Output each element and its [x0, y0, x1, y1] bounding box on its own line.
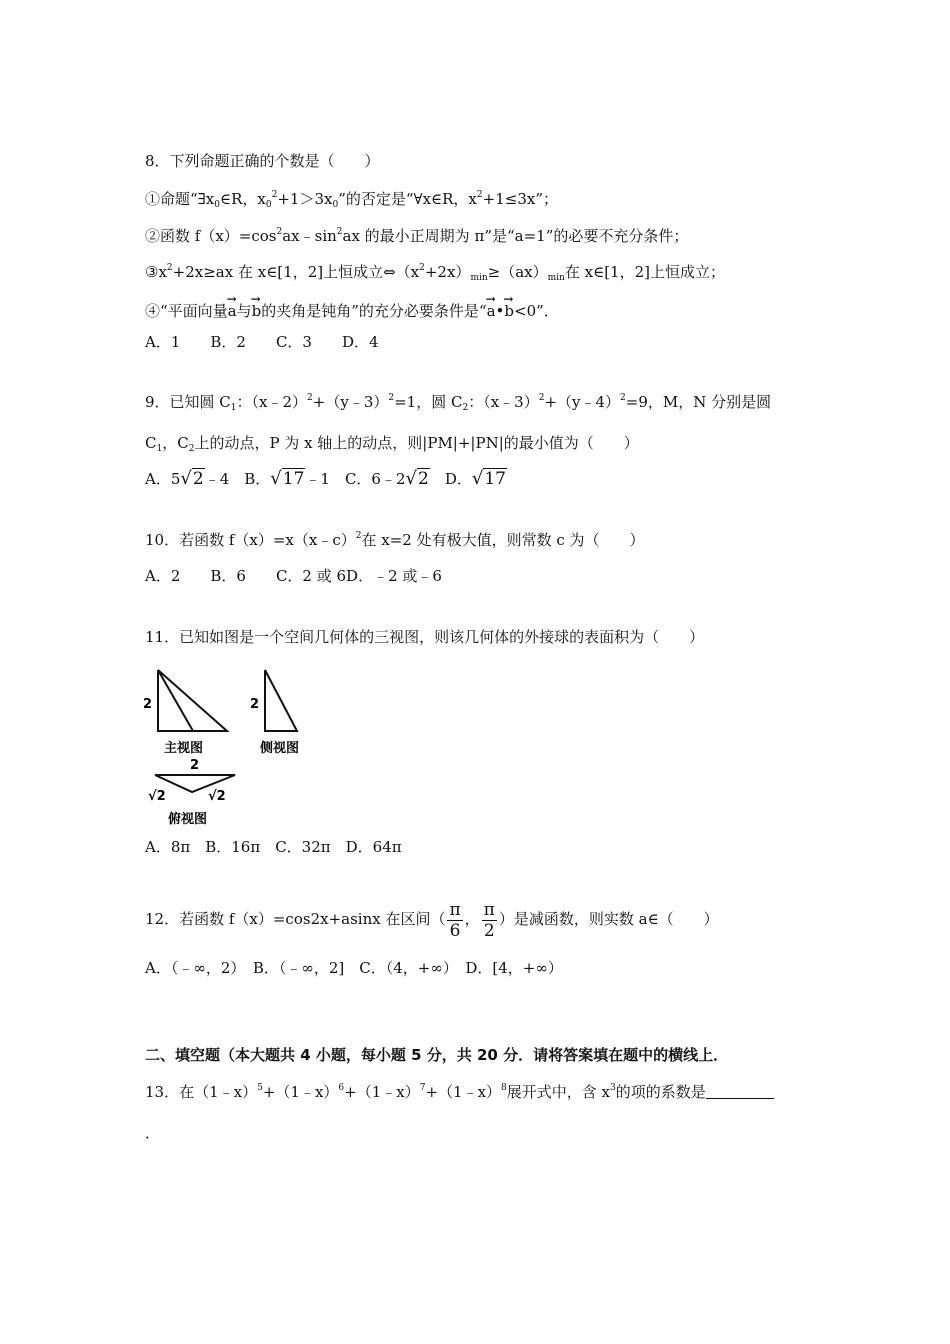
q11-options: A．8π B．16π C．32π D．64π: [145, 838, 402, 856]
side-view: [250, 670, 299, 756]
q10-stem: 10．若函数 f（x）=x（x﹣c）$^2$在 x=2 处有极大值，则常数 c 为（ ）: [145, 531, 645, 549]
sqrt: √2: [405, 468, 429, 489]
q10-options: A．2 B．6 C．2 或 6D．﹣2 或﹣6: [145, 567, 442, 585]
q8-statement-3: $③x^2+2x\ge ax$ 在 x∈[1，2]上恒成立$\Leftrightarrow(x^2+2x)_{min}\ge(ax)_{min}$在 x∈[1，2]上恒成立；: [145, 263, 725, 283]
sqrt: √17: [270, 468, 305, 489]
vector-b: → b: [504, 298, 514, 321]
vector-a: → a: [228, 298, 237, 321]
sqrt: √2: [180, 468, 204, 489]
front-view-height: 2: [143, 697, 153, 712]
fraction-pi-over-2: $\frac{\pi}{2}$: [483, 899, 495, 941]
fraction-pi-over-6: $\frac{\pi}{6}$: [449, 899, 461, 941]
top-view-width: 2: [190, 758, 200, 773]
q9-stem-line-1: 9．已知圆 $C_1$：（x﹣2）$^2$+（y﹣3）$^2$=1，圆 $C_2$：（x﹣3）$^2$+（y﹣4）$^2$=9，M，N 分别是圆: [145, 393, 772, 413]
q8-stem: 8．下列命题正确的个数是（ ）: [145, 152, 380, 170]
top-view-right-edge: √2: [208, 789, 226, 804]
q9-stem-line-2: $C_1$，$C_2$上的动点，P 为 x 轴上的动点，则|PM|+|PN|的最小值为（ ）: [145, 434, 639, 454]
q11-stem: 11．已知如图是一个空间几何体的三视图，则该几何体的外接球的表面积为（ ）: [145, 628, 705, 646]
front-view-label: 主视图: [164, 741, 204, 756]
q8-statement-2: ②函数 $f(x)=\cos^2ax﹣\sin^2ax$ 的最小正周期为 π”是“a=1”的必要不充分条件；: [145, 227, 689, 245]
top-view: [148, 758, 235, 827]
vector-a: → a: [487, 298, 496, 321]
q12-stem: 12．若函数 f（x）=cos2x+asinx 在区间（ $\frac{\pi}{6}$ ， $\frac{\pi}{2}$ ）是减函数，则实数 a∈（ ）: [145, 899, 719, 941]
side-view-height: 2: [250, 697, 260, 712]
q13-stem: 13．在（1﹣x）$^5$+（1﹣x）$^6$+（1﹣x）$^7$+（1﹣x）$^8$展开式中，含 $x^3$的项的系数是: [145, 1082, 774, 1102]
q12-options: A．（﹣∞，2） B．（﹣∞，2] C．（4，+∞） D．[4，+∞）: [145, 959, 563, 977]
three-view-figure: [140, 668, 315, 830]
answer-blank[interactable]: [706, 1084, 774, 1099]
q8-statement-1: ①命题“$\exists x_0\in R$，$x_0^2+1>3x_0$”的否定是“∀x∈R，$x^2+1\le 3x$”；: [145, 190, 558, 210]
section-2-heading: 二、填空题（本大题共 4 小题，每小题 5 分，共 20 分．请将答案填在题中的横线上．: [145, 1046, 729, 1064]
side-view-label: 侧视图: [260, 741, 300, 756]
top-view-left-edge: √2: [148, 789, 166, 804]
vector-b: → b: [252, 298, 262, 321]
q8-options: A．1 B．2 C．3 D．4: [145, 333, 379, 351]
q8-statement-4: ④“平面向量→ a与→ b的夹角是钝角”的充分必要条件是“→ a•→ b<0”．: [145, 298, 559, 321]
top-view-label: 俯视图: [168, 812, 208, 827]
front-view: [143, 670, 227, 756]
sqrt: √17: [471, 468, 506, 489]
q13-end-mark: ．: [145, 1124, 161, 1142]
q9-options: A．5√2﹣4 B．√17﹣1 C．6﹣2√2 D．√17: [145, 468, 506, 489]
